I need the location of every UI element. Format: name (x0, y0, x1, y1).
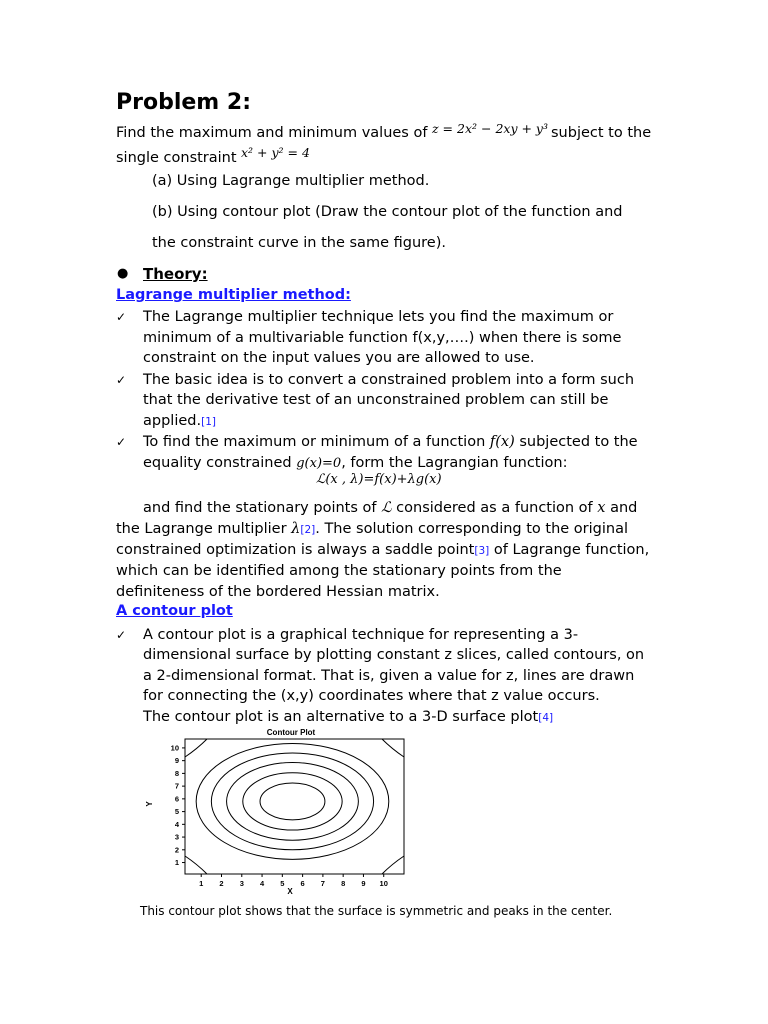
constraint-expression: x² + y² = 4 (241, 145, 310, 160)
paragraph-line5: definiteness of the bordered Hessian matrix. (116, 584, 440, 600)
reference-link-1[interactable]: [1] (201, 416, 216, 428)
lagrange-method-link[interactable]: Lagrange multiplier method: (116, 287, 351, 303)
problem-line2-text: single constraint (116, 150, 237, 166)
contour-line2: dimensional surface by plotting constant z slices, called contours, on (143, 647, 645, 663)
fx-expression: f(x) (489, 434, 515, 450)
x-tick-label: 4 (259, 879, 265, 888)
y-axis-label: Y (145, 801, 154, 807)
contour-line1: A contour plot is a graphical technique for representing a 3- (143, 627, 579, 643)
bullet-icon: ● (117, 266, 129, 281)
x-tick-label: 7 (320, 879, 325, 888)
paragraph-line1-text: and find the stationary points of (143, 500, 377, 516)
part-a: (a) Using Lagrange multiplier method. (152, 173, 430, 189)
contour-plot-chart (140, 724, 420, 900)
y-tick-label: 3 (174, 832, 179, 842)
part-b-line1: (b) Using contour plot (Draw the contour plot of the function and (152, 204, 623, 220)
reference-link-4[interactable]: [4] (538, 712, 554, 724)
check-icon: ✓ (116, 310, 127, 324)
x-tick-label: 2 (219, 879, 224, 888)
problem-title: Problem 2: (116, 90, 251, 115)
reference-link-3[interactable]: [3] (474, 545, 490, 557)
plot-frame (185, 739, 404, 874)
paragraph-line3-tail: of Lagrange function, (493, 542, 650, 558)
paragraph-line2-tail: . The solution corresponding to the original (315, 521, 628, 537)
lambda-symbol: λ (291, 521, 301, 537)
contour-plot-link[interactable]: A contour plot (116, 603, 233, 619)
y-tick-label: 4 (174, 819, 179, 829)
y-tick-label: 1 (174, 858, 179, 868)
contour-line3: a 2-dimensional format. That is, given a value for z, lines are drawn (143, 668, 635, 684)
paragraph-line1-mid: considered as a function of (396, 500, 593, 516)
check-icon: ✓ (116, 628, 127, 642)
x-tick-label: 6 (300, 879, 305, 888)
problem-line1-tail: subject to the (551, 125, 652, 141)
bullet3-line2-text: equality constrained (143, 455, 292, 471)
bullet1-line3: constraint on the input values you are allowed to use. (143, 350, 535, 366)
x-tick-label: 5 (280, 879, 285, 888)
lagrangian-symbol: ℒ (381, 500, 392, 516)
x-tick-label: 8 (341, 879, 346, 888)
x-tick-label: 3 (239, 879, 244, 888)
chart-title: Contour Plot (266, 728, 316, 737)
paragraph-line2-text: the Lagrange multiplier (116, 521, 287, 537)
gx-expression: g(x)=0 (296, 456, 342, 471)
part-b-line2: the constraint curve in the same figure). (152, 235, 446, 251)
bullet1-line1: The Lagrange multiplier technique lets you find the maximum or (143, 309, 614, 325)
y-tick-label: 6 (174, 794, 179, 804)
bullet2-line3: applied. (143, 413, 202, 429)
y-tick-label: 8 (174, 768, 179, 778)
y-tick-label: 5 (174, 807, 179, 817)
function-expression: z = 2x² − 2xy + y³ (432, 121, 548, 136)
x-tick-label: 9 (361, 879, 366, 888)
bullet2-line2: that the derivative test of an unconstrained problem can still be (143, 392, 609, 408)
x-axis-label: X (287, 887, 293, 896)
reference-link-2[interactable]: [2] (300, 524, 316, 536)
x-tick-label: 1 (199, 879, 204, 888)
check-icon: ✓ (116, 435, 127, 449)
figure-caption: This contour plot shows that the surface is symmetric and peaks in the center. (140, 904, 613, 918)
contour-line5: The contour plot is an alternative to a 3-D surface plot (143, 709, 539, 725)
y-tick-label: 2 (174, 845, 179, 855)
x-symbol: x (597, 500, 606, 516)
y-tick-label: 10 (170, 743, 179, 753)
bullet1-line2: minimum of a multivariable function f(x,y,….) when there is some (143, 330, 622, 346)
y-tick-label: 7 (174, 781, 179, 791)
problem-line1-text: Find the maximum and minimum values of (116, 125, 428, 141)
check-icon: ✓ (116, 373, 127, 387)
bullet3-line2-tail: , form the Lagrangian function: (341, 455, 568, 471)
bullet2-line1: The basic idea is to convert a constrained problem into a form such (143, 372, 635, 388)
paragraph-line3-text: constrained optimization is always a saddle point (116, 542, 475, 558)
contour-line4: for connecting the (x,y) coordinates where that z value occurs. (143, 688, 600, 704)
y-tick-label: 9 (174, 756, 179, 766)
bullet3-line1-text: To find the maximum or minimum of a function (143, 434, 486, 450)
theory-heading: Theory: (143, 265, 208, 283)
x-tick-label: 10 (379, 879, 388, 888)
lagrangian-formula: ℒ(x , λ)=f(x)+λg(x) (316, 472, 442, 487)
paragraph-line4: which can be identified among the stationary points from the (116, 563, 562, 579)
bullet3-line1-tail: subjected to the (519, 434, 638, 450)
paragraph-line1-tail: and (610, 500, 638, 516)
